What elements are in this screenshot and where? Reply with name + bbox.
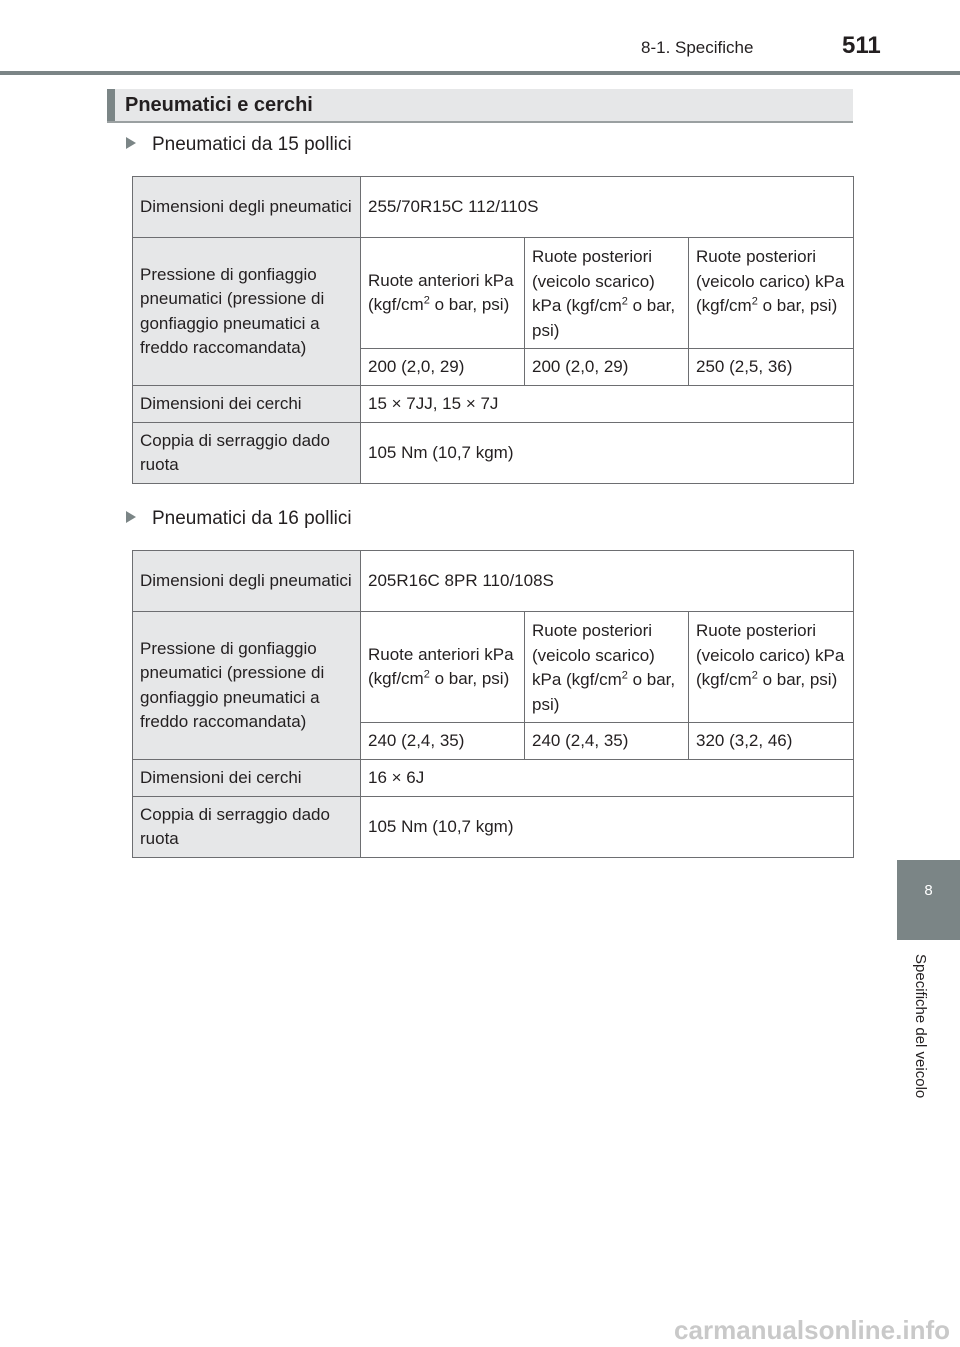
col-rear-wheels-empty: Ruote posteriori (veicolo scarico) kPa ($kgf/cm^2$ o bar, psi) bbox=[525, 238, 689, 349]
pressure-label: Pressione di gonfiaggio pneumatici (pressione di gonfiaggio pneumatici a freddo raccomandata) bbox=[133, 238, 361, 386]
front-pressure-value: 200 (2,0, 29) bbox=[361, 349, 525, 386]
tire-size-value: 205R16C 8PR 110/108S bbox=[361, 551, 854, 612]
section-accent bbox=[107, 89, 115, 121]
table-row bbox=[133, 612, 854, 723]
chapter-side-tab bbox=[897, 860, 960, 940]
spec-table-15-inch bbox=[132, 176, 854, 484]
table-row bbox=[133, 238, 854, 349]
wheel-size-label: Dimensioni dei cerchi bbox=[133, 386, 361, 423]
col-rear-wheels-loaded: Ruote posteriori (veicolo carico) kPa ($kgf/cm^2$ o bar, psi) bbox=[689, 238, 854, 349]
rear-empty-pressure-value: 200 (2,0, 29) bbox=[525, 349, 689, 386]
subheading-16-inch bbox=[126, 508, 352, 530]
header-section-title: 8-1. Specifiche bbox=[641, 38, 754, 57]
rear-loaded-pressure-value: 320 (3,2, 46) bbox=[689, 723, 854, 760]
arrow-right-icon bbox=[126, 137, 136, 149]
col-front-wheels: Ruote anteriori kPa ($kgf/cm^2$ o bar, psi) bbox=[361, 238, 525, 349]
front-pressure-value: 240 (2,4, 35) bbox=[361, 723, 525, 760]
torque-label: Coppia di serraggio dado ruota bbox=[133, 797, 361, 858]
torque-value: 105 Nm (10,7 kgm) bbox=[361, 423, 854, 484]
page-number: 511 bbox=[842, 32, 881, 59]
table-row bbox=[133, 551, 854, 612]
tire-size-label: Dimensioni degli pneumatici bbox=[133, 177, 361, 238]
chapter-side-label bbox=[912, 954, 948, 1124]
chapter-number: 8 bbox=[924, 882, 933, 899]
table-row bbox=[133, 797, 854, 858]
watermark: carmanualsonline.info bbox=[674, 1315, 950, 1345]
tire-size-label: Dimensioni degli pneumatici bbox=[133, 551, 361, 612]
wheel-size-value: 15 × 7JJ, 15 × 7J bbox=[361, 386, 854, 423]
wheel-size-label: Dimensioni dei cerchi bbox=[133, 760, 361, 797]
col-rear-wheels-loaded: Ruote posteriori (veicolo carico) kPa ($kgf/cm^2$ o bar, psi) bbox=[689, 612, 854, 723]
col-rear-wheels-empty: Ruote posteriori (veicolo scarico) kPa ($kgf/cm^2$ o bar, psi) bbox=[525, 612, 689, 723]
wheel-size-value: 16 × 6J bbox=[361, 760, 854, 797]
arrow-right-icon bbox=[126, 511, 136, 523]
table-row bbox=[133, 386, 854, 423]
table-row bbox=[133, 423, 854, 484]
table-row bbox=[133, 177, 854, 238]
pressure-label: Pressione di gonfiaggio pneumatici (pressione di gonfiaggio pneumatici a freddo raccomandata) bbox=[133, 612, 361, 760]
chapter-label-text: Specifiche del veicolo bbox=[912, 954, 929, 1099]
torque-value: 105 Nm (10,7 kgm) bbox=[361, 797, 854, 858]
header-rule bbox=[0, 71, 960, 75]
table-row bbox=[133, 760, 854, 797]
subheading-text: Pneumatici da 16 pollici bbox=[152, 508, 352, 529]
rear-empty-pressure-value: 240 (2,4, 35) bbox=[525, 723, 689, 760]
rear-loaded-pressure-value: 250 (2,5, 36) bbox=[689, 349, 854, 386]
subheading-text: Pneumatici da 15 pollici bbox=[152, 134, 352, 155]
col-front-wheels: Ruote anteriori kPa ($kgf/cm^2$ o bar, psi) bbox=[361, 612, 525, 723]
tire-size-value: 255/70R15C 112/110S bbox=[361, 177, 854, 238]
spec-table-16-inch bbox=[132, 550, 854, 858]
subheading-15-inch bbox=[126, 134, 352, 156]
section-title-bar bbox=[107, 89, 853, 123]
section-title: Pneumatici e cerchi bbox=[125, 94, 313, 116]
torque-label: Coppia di serraggio dado ruota bbox=[133, 423, 361, 484]
